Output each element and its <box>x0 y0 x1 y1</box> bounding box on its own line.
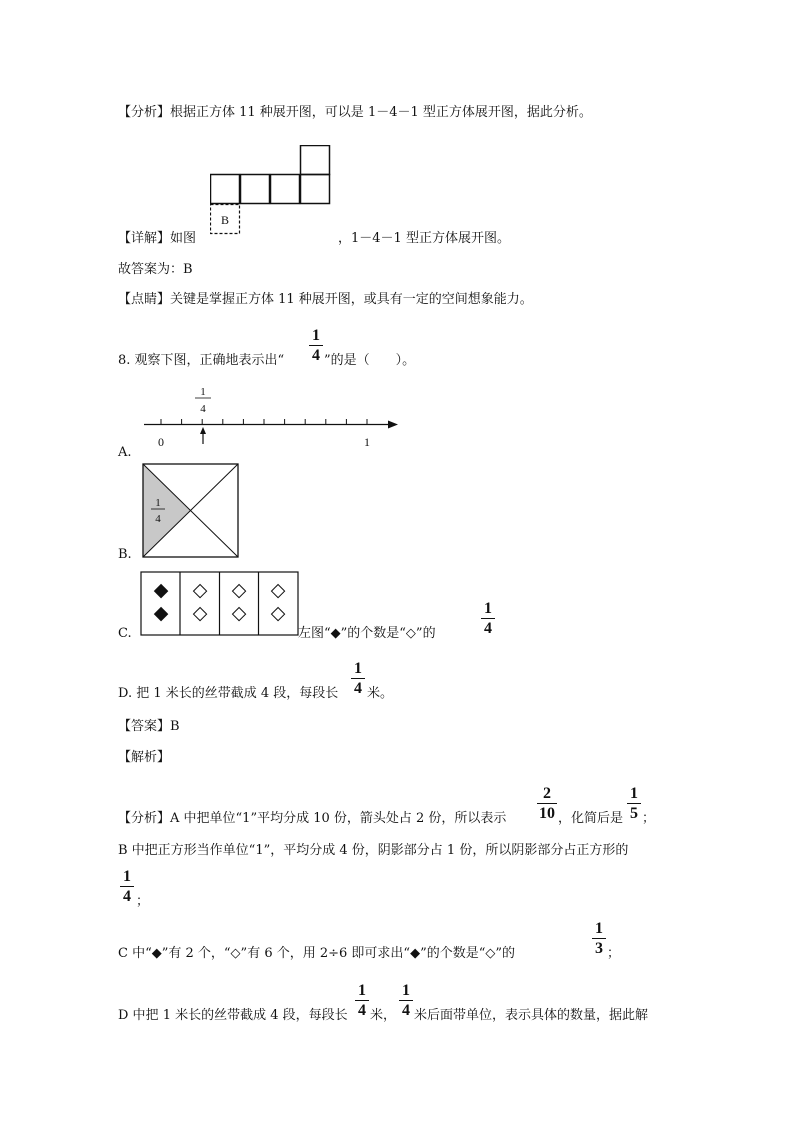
detail-prefix: 【详解】如图 <box>118 231 197 246</box>
number-line-figure <box>140 381 402 451</box>
option-d-text: D. 把 1 米长的丝带截成 4 段，每段长 <box>118 686 339 701</box>
option-c-label: C. <box>118 626 132 641</box>
shaded-fraction-denominator: 4 <box>155 513 161 525</box>
answer-text: 故答案为：B <box>118 262 193 277</box>
analysis-d-fraction-1: 1 4 <box>355 982 369 1019</box>
net-label: B <box>220 213 230 227</box>
analysis-line-d: D 中把 1 米长的丝带截成 4 段，每段长 <box>118 1008 348 1023</box>
analysis-text: 【分析】根据正方体 11 种展开图，可以是 1－4－1 型正方体展开图，据此分析。 <box>118 105 592 120</box>
white-diamond: ◇ <box>270 579 286 601</box>
solution-label: 【解析】 <box>118 750 171 765</box>
q8-stem-fraction: 1 4 <box>309 327 323 364</box>
analysis-a-fraction-2: 1 5 <box>627 785 641 822</box>
analysis-line-a-end: ； <box>642 811 656 826</box>
option-c-text: 左图“◆”的个数是“◇”的 <box>298 626 436 641</box>
tick-label-zero: 0 <box>158 435 164 449</box>
analysis-line-a: 【分析】A 中把单位“1”平均分成 10 份，箭头处占 2 份，所以表示 <box>118 811 507 826</box>
analysis-a-fraction-1: 2 10 <box>539 785 555 822</box>
comment-text: 【点睛】关键是掌握正方体 11 种展开图，或具有一定的空间想象能力。 <box>118 292 533 307</box>
white-diamond: ◇ <box>231 579 247 601</box>
pointer-arrowhead <box>200 427 206 434</box>
arrow-fraction-numerator: 1 <box>200 386 206 398</box>
option-a-label: A. <box>118 445 132 460</box>
analysis-line-a-mid: ，化简后是 <box>558 811 624 826</box>
white-diamond: ◇ <box>270 602 286 624</box>
white-diamond: ◇ <box>231 602 247 624</box>
black-diamond: ◆ <box>153 579 169 601</box>
q8-stem-suffix: ”的是（ ）。 <box>324 353 416 368</box>
shaded-fraction-numerator: 1 <box>155 497 161 509</box>
q8-stem-prefix: 8. 观察下图，正确地表示出“ <box>118 353 285 368</box>
cube-net-figure <box>210 145 332 237</box>
option-c-fraction: 1 4 <box>481 600 495 637</box>
shaded-region <box>143 464 190 557</box>
analysis-line-d-mid: 米， <box>370 1008 397 1023</box>
analysis-c-fraction: 1 3 <box>592 920 606 957</box>
detail-suffix: ，1－4－1 型正方体展开图。 <box>338 231 510 246</box>
analysis-d-fraction-2: 1 4 <box>399 982 413 1019</box>
analysis-line-b: B 中把正方形当作单位“1”，平均分成 4 份，阴影部分占 1 份，所以阴影部分占正方形的 <box>118 843 629 858</box>
square-figure <box>142 463 240 559</box>
answer-label: 【答案】B <box>118 719 180 734</box>
analysis-line-c: C 中“◆”有 2 个，“◇”有 6 个，用 2÷6 即可求出“◆”的个数是“◇”的 <box>118 946 516 961</box>
white-diamond: ◇ <box>192 602 208 624</box>
axis-arrowhead <box>388 421 398 429</box>
analysis-line-b-end: ； <box>136 894 150 909</box>
white-diamond: ◇ <box>192 579 208 601</box>
diamond-grid-figure <box>140 571 300 637</box>
analysis-line-d-suffix: 米后面带单位，表示具体的数量，据此解 <box>414 1008 649 1023</box>
option-d-fraction: 1 4 <box>351 660 365 697</box>
option-d-suffix: 米。 <box>367 686 394 701</box>
option-b-label: B. <box>118 547 132 562</box>
black-diamond: ◆ <box>153 602 169 624</box>
arrow-fraction-denominator: 4 <box>200 403 206 415</box>
analysis-b-fraction: 1 4 <box>120 868 134 905</box>
tick-label-one: 1 <box>364 435 370 449</box>
analysis-line-c-end: ； <box>607 946 621 961</box>
